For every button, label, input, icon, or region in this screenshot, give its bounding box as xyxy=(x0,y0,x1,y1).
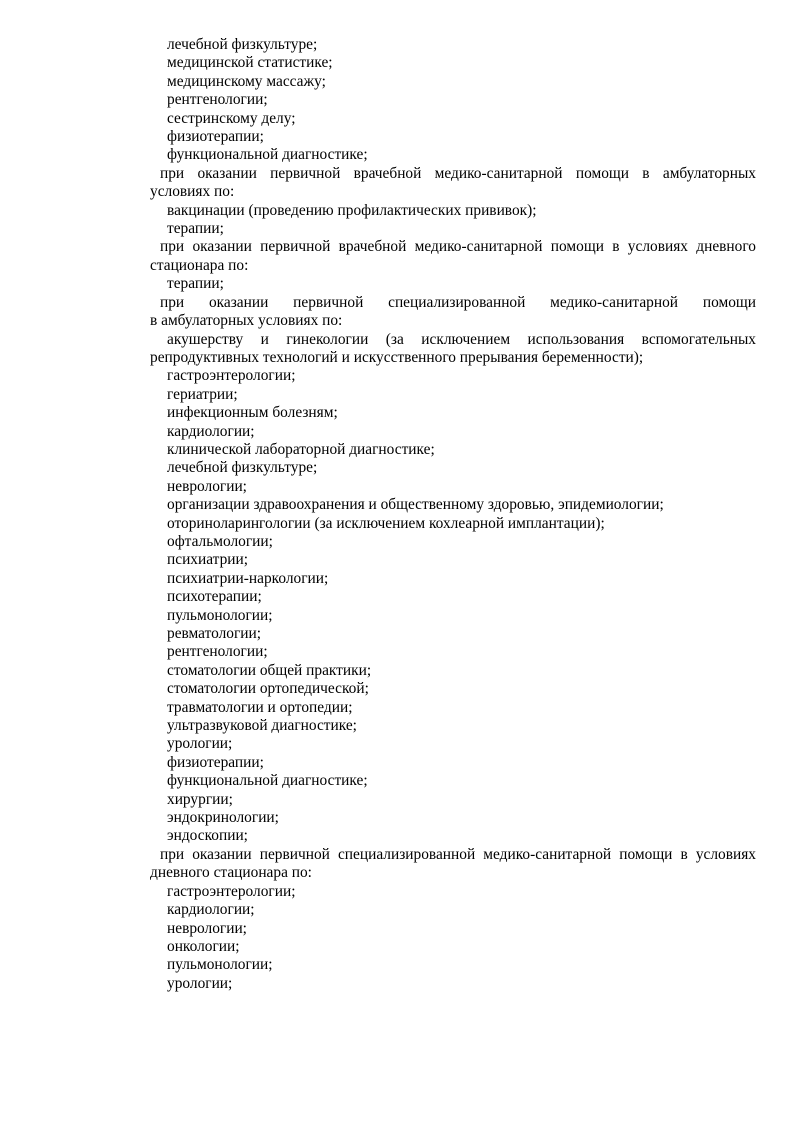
list-item: организации здравоохранения и общественному здоровью, эпидемиологии; xyxy=(167,496,664,514)
list-item: кардиологии; xyxy=(167,422,255,440)
heading-line: при оказании первичной специализированной медико-санитарной помощи xyxy=(160,293,756,311)
list-item: рентгенологии; xyxy=(167,91,268,109)
section-heading-specialized-day-hospital xyxy=(150,846,756,883)
list-item: эндоскопии; xyxy=(167,827,248,845)
heading-line: дневного стационара по: xyxy=(150,864,312,882)
list-item: физиотерапии; xyxy=(167,753,264,771)
list-item: психотерапии; xyxy=(167,588,262,606)
list-item: гериатрии; xyxy=(167,385,238,403)
block-4-list xyxy=(150,331,756,846)
block-1-list xyxy=(150,36,756,165)
document-page xyxy=(150,36,756,993)
list-item: инфекционным болезням; xyxy=(167,404,338,422)
list-item: сестринскому делу; xyxy=(167,109,296,127)
list-item: рентгенологии; xyxy=(167,643,268,661)
heading-line: стационара по: xyxy=(150,256,249,274)
list-item: стоматологии ортопедической; xyxy=(167,680,369,698)
section-heading-specialized-ambulatory xyxy=(150,294,756,331)
list-item: гастроэнтерологии; xyxy=(167,882,296,900)
list-item: кардиологии; xyxy=(167,901,255,919)
list-item: офтальмологии; xyxy=(167,532,273,550)
list-item: медицинской статистике; xyxy=(167,54,333,72)
list-item: клинической лабораторной диагностике; xyxy=(167,440,435,458)
list-item: стоматологии общей практики; xyxy=(167,661,372,679)
list-item: медицинскому массажу; xyxy=(167,72,326,90)
list-item: хирургии; xyxy=(167,790,233,808)
list-item: психиатрии-наркологии; xyxy=(167,569,329,587)
list-item: эндокринологии; xyxy=(167,809,279,827)
heading-line: при оказании первичной специализированной медико-санитарной помощи в условиях xyxy=(160,845,756,863)
list-item: неврологии; xyxy=(167,919,247,937)
block-3-list xyxy=(150,275,756,293)
list-item: функциональной диагностике; xyxy=(167,772,368,790)
list-item: терапии; xyxy=(167,275,224,293)
heading-line: при оказании первичной врачебной медико-санитарной помощи в условиях дневного xyxy=(160,238,756,256)
heading-line: в амбулаторных условиях по: xyxy=(150,312,343,330)
list-item: оториноларингологии (за исключением кохлеарной имплантации); xyxy=(167,514,605,532)
list-item: лечебной физкультуре; xyxy=(167,36,318,53)
section-heading-primary-ambulatory xyxy=(150,165,756,202)
list-item: урологии; xyxy=(167,974,233,992)
block-5-list xyxy=(150,883,756,993)
list-item: ревматологии; xyxy=(167,625,262,642)
list-item: психиатрии; xyxy=(167,551,249,569)
list-item: гастроэнтерологии; xyxy=(167,367,296,385)
list-item: терапии; xyxy=(167,220,224,238)
list-item: акушерству и гинекологии (за исключением использования вспомогательных xyxy=(167,330,756,348)
list-item: онкологии; xyxy=(167,937,240,955)
list-item: функциональной диагностике; xyxy=(167,146,368,164)
heading-line: при оказании первичной врачебной медико-санитарной помощи в амбулаторных xyxy=(160,164,756,182)
list-item: вакцинации (проведению профилактических прививок); xyxy=(167,201,537,219)
list-item: урологии; xyxy=(167,735,233,753)
section-heading-primary-day-hospital xyxy=(150,238,756,275)
heading-line: условиях по: xyxy=(150,183,235,201)
list-item: травматологии и ортопедии; xyxy=(167,698,353,716)
list-item: ультразвуковой диагностике; xyxy=(167,717,357,735)
list-item: пульмонологии; xyxy=(167,956,273,974)
list-item: пульмонологии; xyxy=(167,606,273,624)
list-item: лечебной физкультуре; xyxy=(167,459,318,477)
list-item: неврологии; xyxy=(167,477,247,495)
list-item: физиотерапии; xyxy=(167,128,264,146)
list-item-continuation: репродуктивных технологий и искусственного прерывания беременности); xyxy=(150,348,644,366)
block-2-list xyxy=(150,202,756,239)
